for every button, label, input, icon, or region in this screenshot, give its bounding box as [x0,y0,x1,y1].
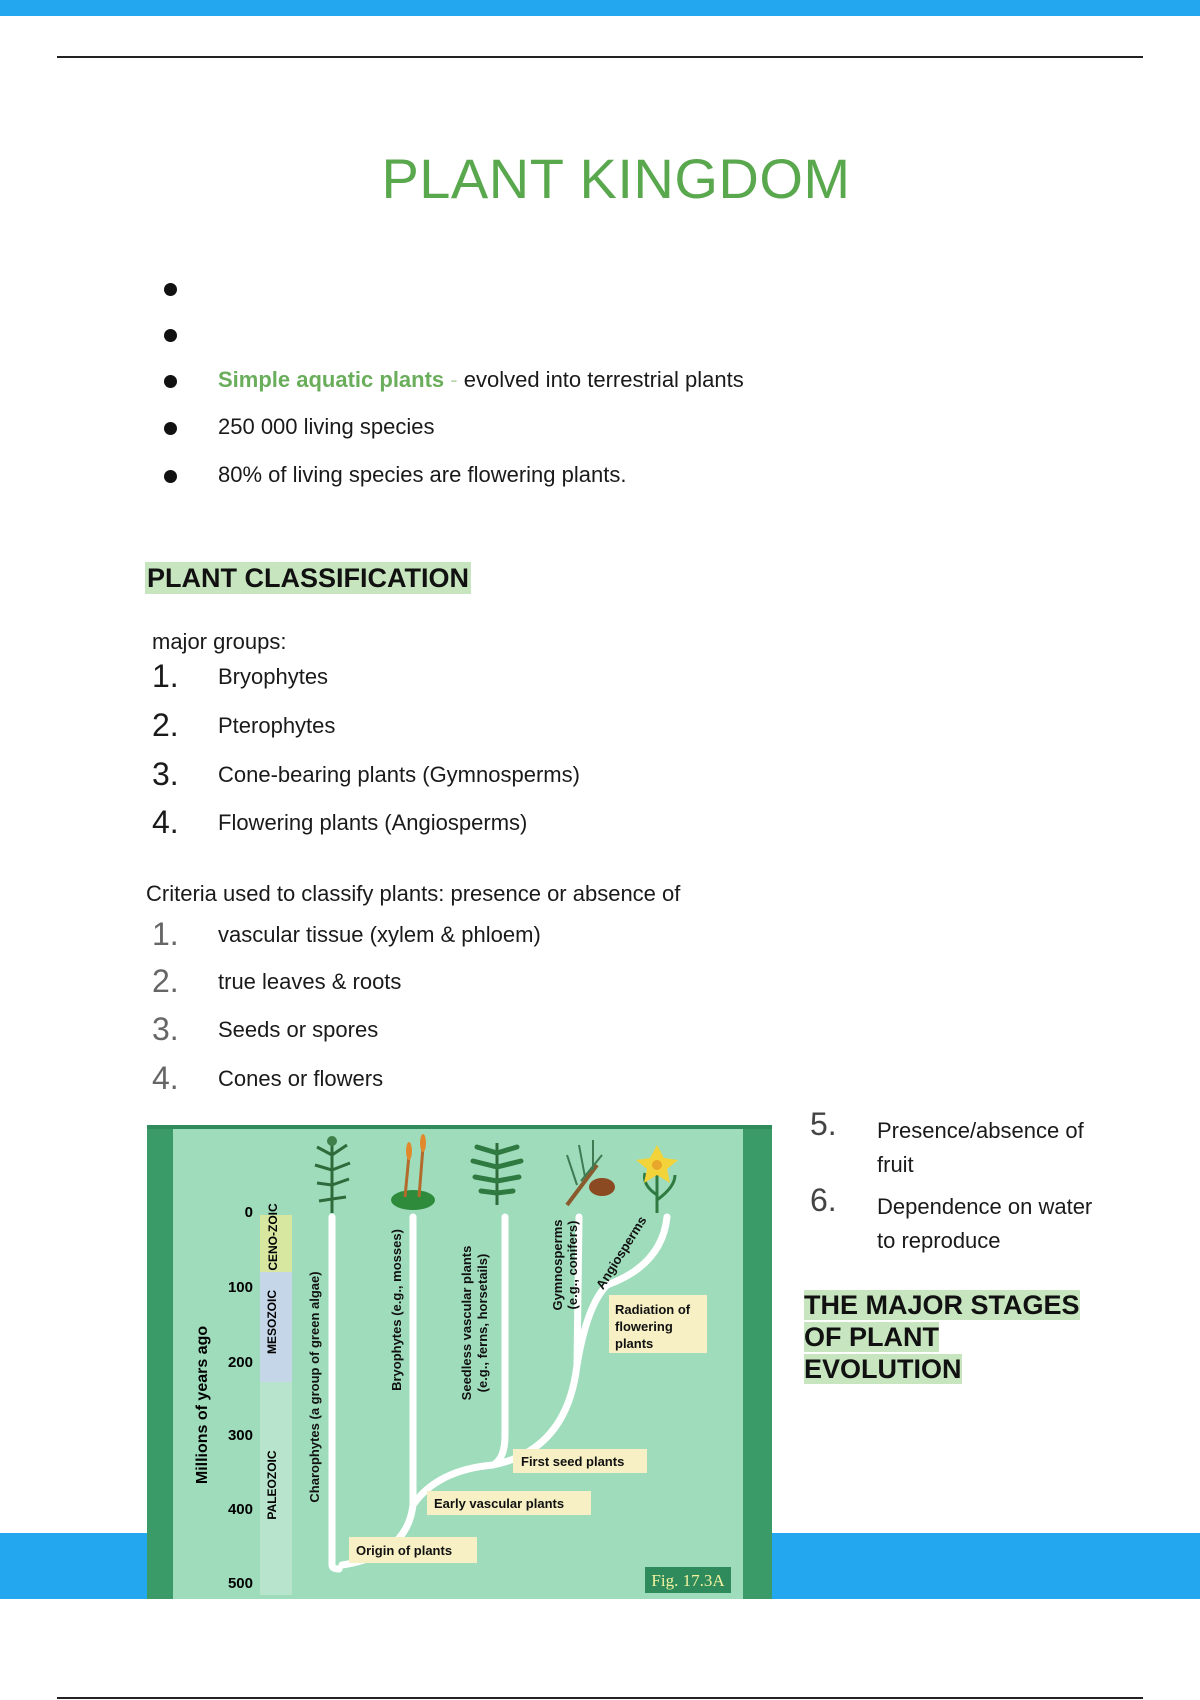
list-item [152,1011,1052,1049]
list-label: vascular tissue (xylem & phloem) [218,922,541,947]
bullet-item [150,321,1050,351]
plant-evolution-figure [147,1125,772,1599]
bullet-item [150,275,1050,305]
list-number: 5. [810,1106,837,1142]
list-label: Cones or flowers [218,1066,384,1091]
axis-tick-label: 100 [227,1279,253,1296]
list-label: Cone-bearing plants (Gymnosperms) [218,762,580,787]
list-item [152,658,1052,696]
list-item [152,804,1052,842]
axis-tick-label: 500 [227,1575,253,1592]
list-item [152,707,1052,745]
y-axis-label: Millions of years ago [194,1325,211,1485]
list-number: 3. [152,1011,179,1047]
bullet-text: evolved into terrestrial plants [463,367,744,392]
header-divider [57,56,1143,58]
lineage-label: Angiosperms [592,1213,650,1292]
lineage-label: Gymnosperms [550,1219,565,1311]
bullet-text: 80% of living species are flowering plants. [218,462,627,487]
bullet-dot-icon [164,375,177,388]
lineage-label: (e.g., ferns, horsetails) [475,1253,490,1393]
axis-tick-label: 200 [227,1354,253,1371]
bullet-dot-icon [164,470,177,483]
bullet-item [150,462,1050,492]
list-item [810,1184,1110,1260]
event-label: Origin of plants [356,1543,453,1558]
lineage-label: Bryophytes (e.g., mosses) [389,1229,404,1391]
list-item [152,756,1052,794]
axis-tick-label: 300 [227,1427,253,1444]
page-title: PLANT KINGDOM [381,147,851,210]
event-label: plants [615,1336,654,1351]
axis-tick-label: 400 [227,1501,253,1518]
list-item [152,1060,1052,1098]
list-label: Presence/absence of fruit [877,1118,1084,1177]
list-number: 1. [152,658,179,694]
lineage-label: Charophytes (a group of green algae) [307,1271,322,1503]
era-label: PALEOZOIC [265,1450,279,1520]
event-label: First seed plants [521,1454,625,1469]
list-item [810,1108,1110,1184]
list-number: 2. [152,707,179,743]
criteria-list-continued [810,1108,1110,1260]
footer-divider [57,1697,1143,1699]
list-label: true leaves & roots [218,969,402,994]
major-stages-heading [804,1289,1094,1385]
axis-tick-label: 0 [244,1204,253,1221]
era-label: CENO-ZOIC [266,1203,280,1271]
list-number: 1. [152,916,179,952]
list-label: Dependence on water to reproduce [877,1194,1093,1253]
event-label: Early vascular plants [434,1496,565,1511]
list-number: 2. [152,963,179,999]
list-label: Pterophytes [218,713,336,738]
major-groups-intro: major groups: [152,629,287,654]
lineage-label: Seedless vascular plants [459,1245,474,1401]
criteria-intro: Criteria used to classify plants: presence or absence of [146,881,681,906]
list-number: 6. [810,1182,837,1218]
bullet-item [150,414,1050,444]
list-number: 4. [152,804,179,840]
top-accent-bar [0,0,1200,16]
era-label: MESOZOIC [265,1289,279,1355]
list-label: Bryophytes [218,664,329,689]
bullet-dot-icon [164,283,177,296]
list-number: 3. [152,756,179,792]
bullet-highlight: Simple aquatic plants [218,367,445,392]
bullet-item [150,367,1050,397]
list-label: Seeds or spores [218,1017,379,1042]
list-label: Flowering plants (Angiosperms) [218,810,528,835]
lineage-label: (e.g., conifers) [565,1220,580,1310]
list-item [152,916,1052,954]
event-label: flowering [615,1319,673,1334]
bullet-dot-icon [164,422,177,435]
bullet-text: 250 000 living species [218,414,435,439]
event-label: Radiation of [615,1302,691,1317]
figure-label: Fig. 17.3A [651,1571,725,1590]
major-stages-heading-text: THE MAJOR STAGES OF PLANT EVOLUTION [804,1290,1080,1384]
bullet-dot-icon [164,329,177,342]
list-item [152,963,1052,1001]
classification-heading: PLANT CLASSIFICATION [147,563,469,593]
bullet-dash: - [444,367,464,392]
evolution-diagram [147,1125,772,1599]
list-number: 4. [152,1060,179,1096]
